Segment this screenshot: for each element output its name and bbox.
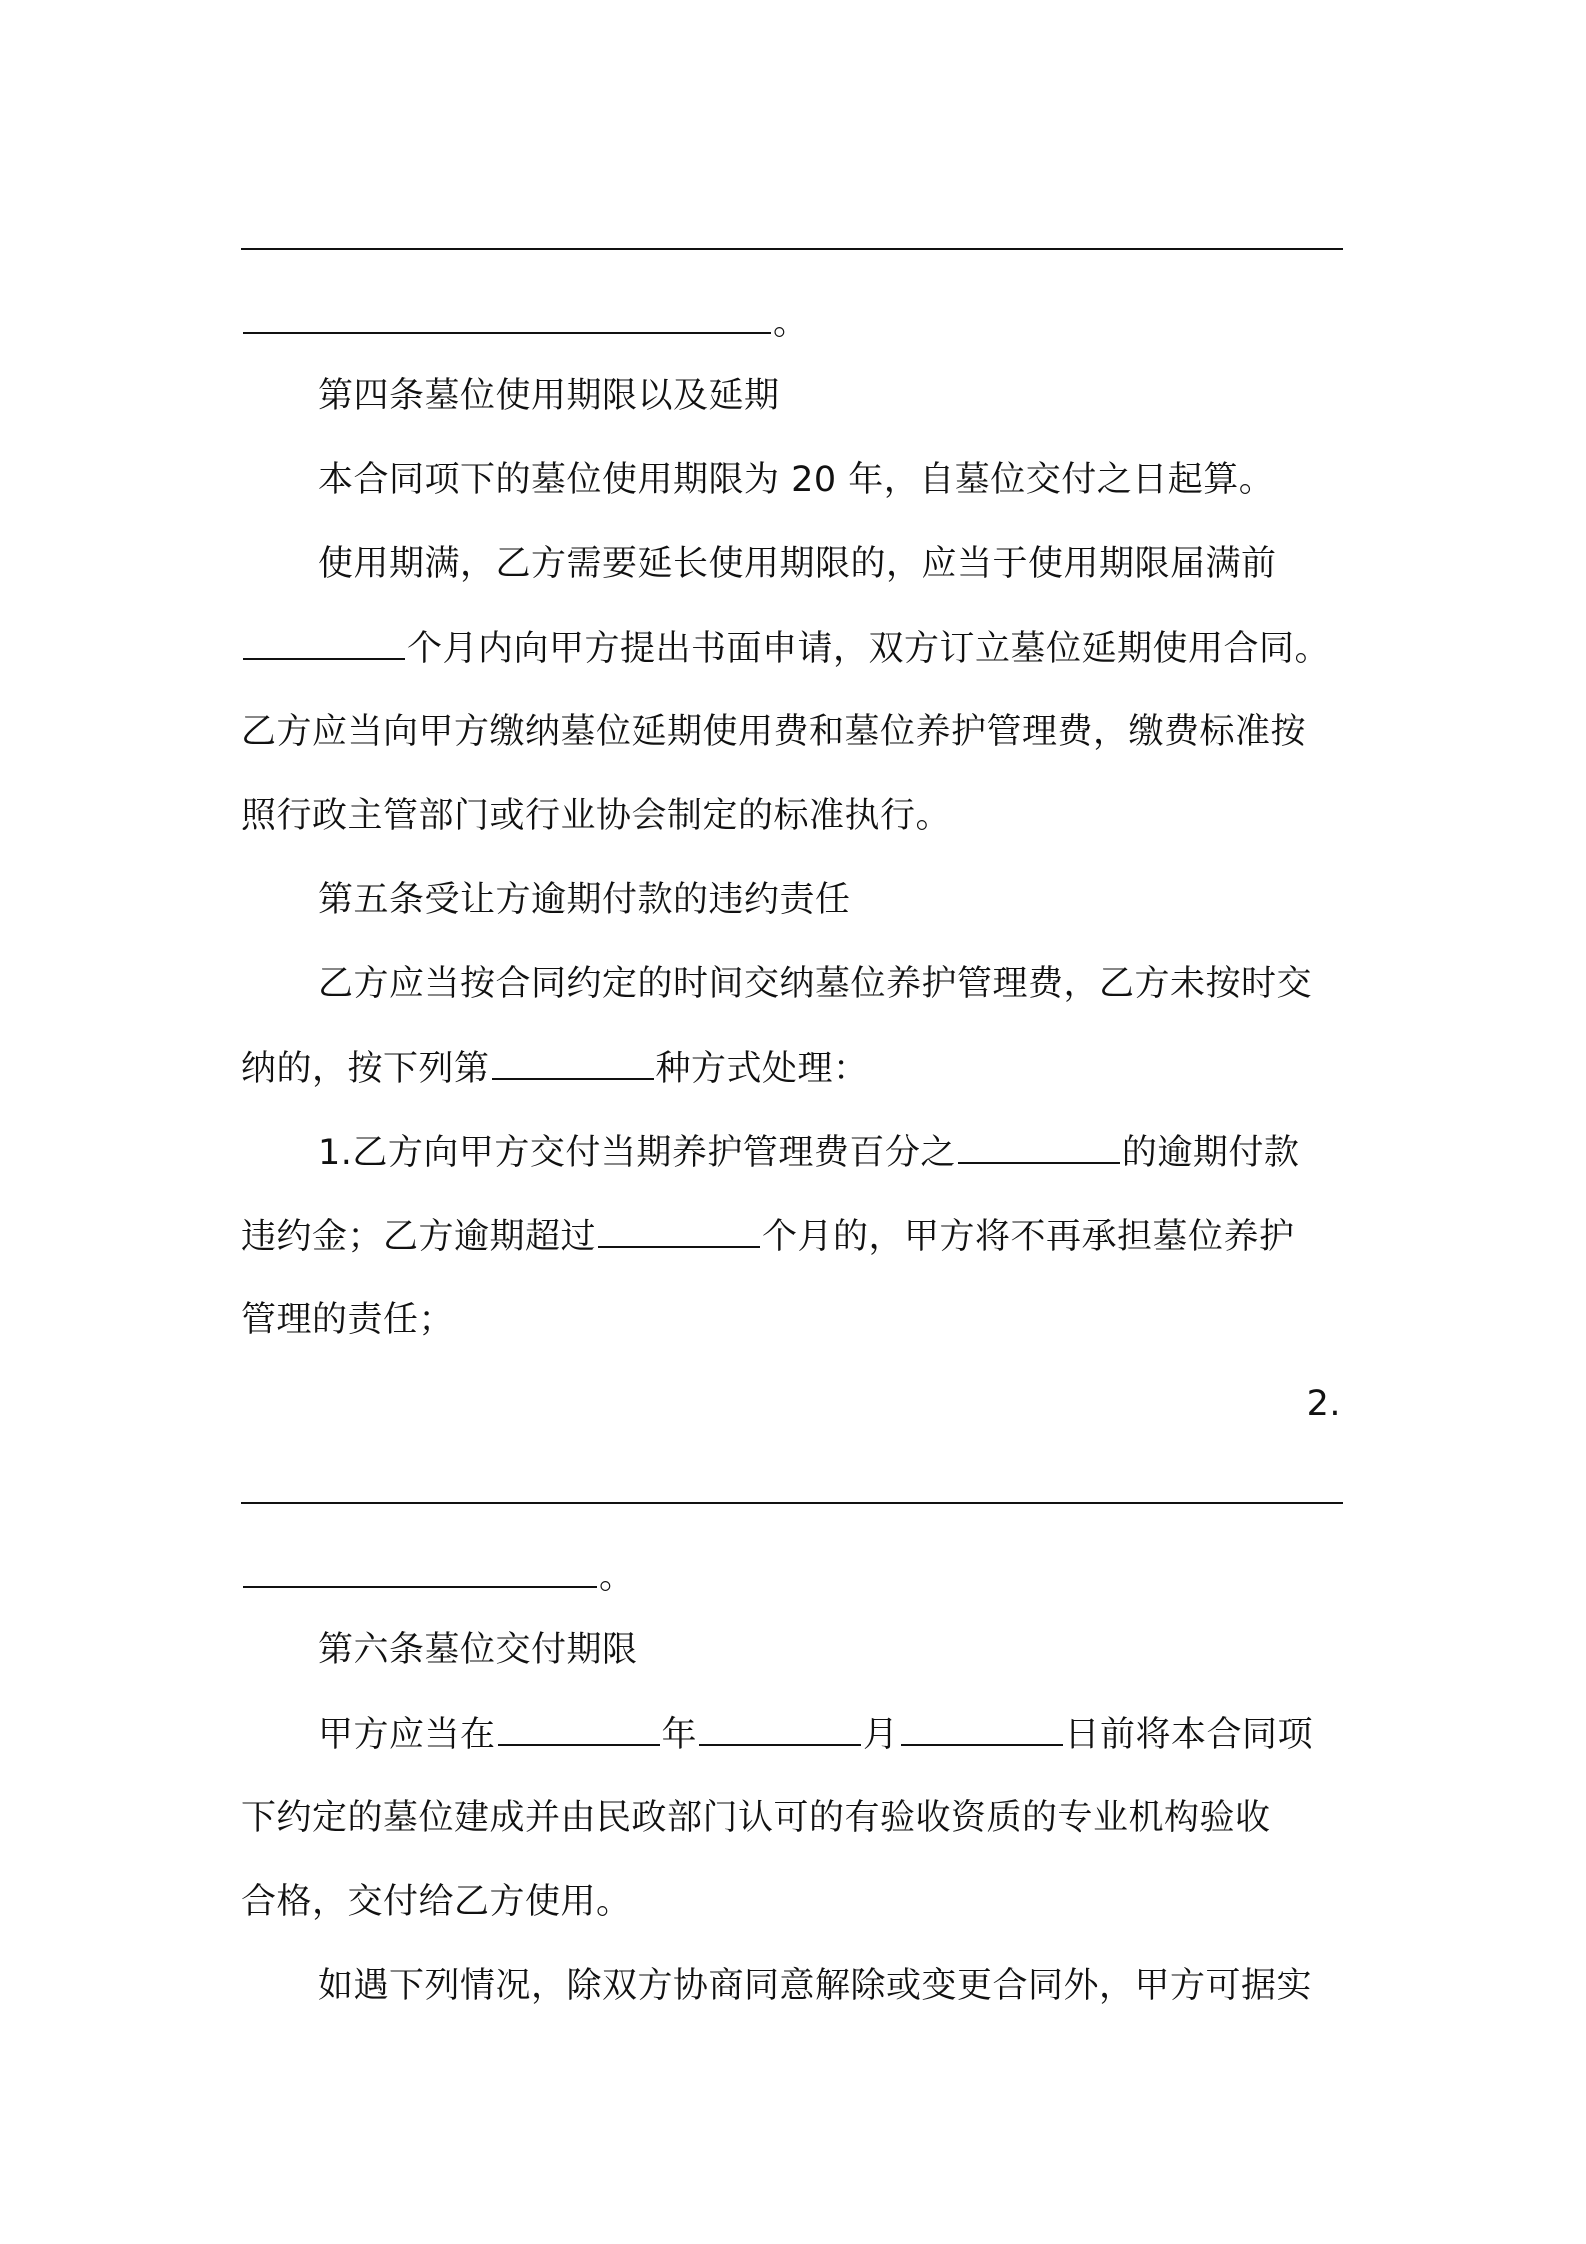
blank-month bbox=[699, 1710, 861, 1746]
article-6-title: 第六条墓位交付期限 bbox=[318, 1630, 638, 1670]
article-4-paragraph-1: 本合同项下的墓位使用期限为 20 年，自墓位交付之日起算。 bbox=[318, 460, 1275, 500]
article-4-paragraph-2-line-1: 使用期满，乙方需要延长使用期限的，应当于使用期限届满前 bbox=[318, 544, 1277, 584]
paragraph-text: 的逾期付款 bbox=[1121, 1133, 1300, 1173]
blank-underline bbox=[243, 298, 771, 334]
article-6-paragraph-1-line-1 bbox=[318, 1710, 1361, 1758]
paragraph-text: 种方式处理： bbox=[655, 1049, 869, 1089]
period-mark: 。 bbox=[599, 1557, 635, 1597]
article-5-item-1-line-1 bbox=[318, 1128, 1361, 1176]
article-5-paragraph-1-line-1: 乙方应当按合同约定的时间交纳墓位养护管理费，乙方未按时交 bbox=[318, 964, 1313, 1004]
blank-months bbox=[243, 624, 405, 660]
article-6-paragraph-1-line-2: 下约定的墓位建成并由民政部门认可的有验收资质的专业机构验收 bbox=[241, 1798, 1271, 1838]
article-5-paragraph-1-line-2 bbox=[241, 1044, 1361, 1092]
article-5-item-1-line-3: 管理的责任； bbox=[241, 1300, 455, 1340]
blank-percentage bbox=[958, 1128, 1120, 1164]
blank-option-number bbox=[492, 1044, 654, 1080]
fill-in-blank-line bbox=[241, 248, 1343, 250]
paragraph-text: 个月内向甲方提出书面申请，双方订立墓位延期使用合同。 bbox=[407, 629, 1331, 669]
month-label: 月 bbox=[863, 1715, 899, 1755]
paragraph-text: 日前将本合同项 bbox=[1064, 1715, 1314, 1755]
blank-year bbox=[498, 1710, 660, 1746]
blank-overdue-months bbox=[598, 1212, 760, 1248]
article-6-paragraph-2-line-1: 如遇下列情况，除双方协商同意解除或变更合同外，甲方可据实 bbox=[318, 1966, 1313, 2006]
blank-day bbox=[901, 1710, 1063, 1746]
article-6-paragraph-1-line-3: 合格，交付给乙方使用。 bbox=[241, 1882, 632, 1922]
fill-in-blank-line bbox=[241, 1502, 1343, 1504]
year-label: 年 bbox=[661, 1715, 698, 1755]
article-5-item-2-label: 2. bbox=[1306, 1384, 1341, 1424]
article-4-title: 第四条墓位使用期限以及延期 bbox=[318, 376, 780, 416]
article-4-paragraph-2-line-2 bbox=[241, 624, 1361, 672]
fill-in-blank-line-end bbox=[241, 298, 1361, 346]
fill-in-blank-line-end bbox=[241, 1552, 1361, 1600]
paragraph-text: 违约金；乙方逾期超过 bbox=[241, 1217, 597, 1257]
article-5-title: 第五条受让方逾期付款的违约责任 bbox=[318, 880, 851, 920]
paragraph-text: 1.乙方向甲方交付当期养护管理费百分之 bbox=[318, 1133, 956, 1173]
blank-underline bbox=[243, 1552, 597, 1588]
article-5-item-1-line-2 bbox=[241, 1212, 1361, 1260]
article-4-paragraph-2-line-3: 乙方应当向甲方缴纳墓位延期使用费和墓位养护管理费，缴费标准按 bbox=[241, 712, 1307, 752]
paragraph-text: 个月的，甲方将不再承担墓位养护 bbox=[762, 1217, 1295, 1257]
paragraph-text: 甲方应当在 bbox=[318, 1715, 496, 1755]
article-4-paragraph-2-line-4: 照行政主管部门或行业协会制定的标准执行。 bbox=[241, 796, 952, 836]
paragraph-text: 纳的，按下列第 bbox=[241, 1049, 490, 1089]
period-mark: 。 bbox=[773, 303, 809, 343]
